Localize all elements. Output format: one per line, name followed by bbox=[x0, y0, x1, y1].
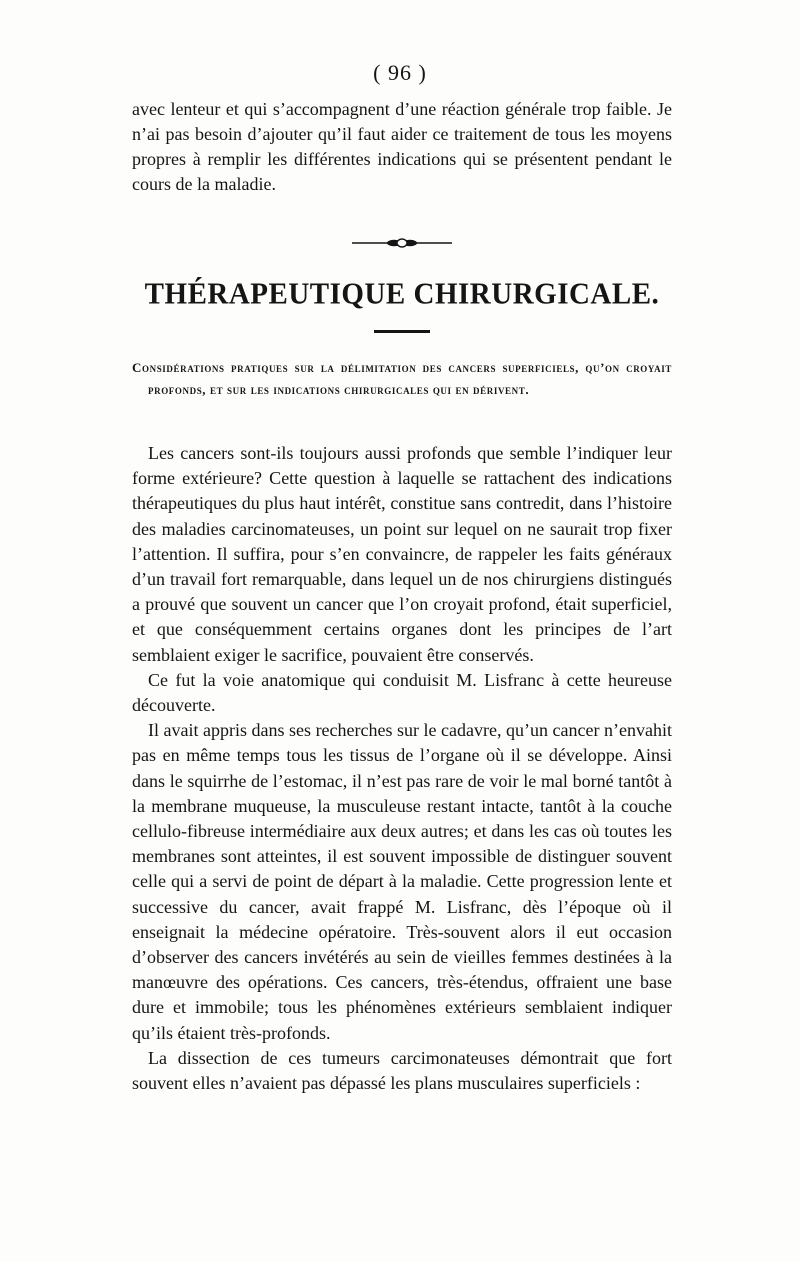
continuation-paragraph bbox=[132, 97, 672, 197]
body-text bbox=[132, 441, 672, 1096]
page-number: ( 96 ) bbox=[373, 60, 427, 85]
body-paragraph: Ce fut la voie anatomique qui conduisit M. Lisfranc à cette heureuse découverte. bbox=[132, 669, 672, 716]
section-title: THÉRAPEUTIQUE CHIRURGICALE. bbox=[144, 277, 660, 311]
ornament-divider-icon bbox=[352, 238, 452, 248]
body-paragraph: Il avait appris dans ses recherches sur le cadavre, qu’un cancer n’envahit pas en même temps tous les tissus de l’organe où il se développe. Ainsi dans le squirrhe de l’estomac, il n’est pas rare de voir le mal borné tantôt à la membrane muqueuse, la musculeuse restant intacte, tantôt à la couche cellulo-fibreuse intermédiaire aux deux autres; et dans les cas où toutes les membranes sont atteintes, il est souvent impossible de distinguer souvent celle qui a servi de point de départ à la maladie. Cette progression lente et successive du cancer, avait frappé M. Lisfranc, dès l’époque où il enseignait la médecine opératoire. Très-souvent alors il eut occasion d’observer des cancers invétérés au sein de vieilles femmes destinées à la manœuvre des opérations. Ces cancers, très-étendus, offraient une base dure et immobile; tous les phénomènes extérieurs semblaient indiquer qu’ils étaient très-profonds. bbox=[132, 720, 672, 1043]
heading-rule bbox=[374, 330, 430, 333]
paragraph-text: avec lenteur et qui s’accompagnent d’une réaction générale trop faible. Je n’ai pas besoin d’ajouter qu’il faut aider ce traitement de tous les moyens propres à remplir les différentes indications qui se présentent pendant le cours de la maladie. bbox=[132, 99, 672, 194]
body-paragraph: La dissection de ces tumeurs carcimonateuses démontrait que fort souvent elles n’avaient pas dépassé les plans musculaires superficiels : bbox=[132, 1047, 672, 1094]
section-subheading: Considérations pratiques sur la délimitation des cancers superficiels, qu’on croyait profonds, et sur les indications chirurgicales qui en dérivent. bbox=[132, 360, 672, 397]
body-paragraph: Les cancers sont-ils toujours aussi profonds que semble l’indiquer leur forme extérieure? Cette question à laquelle se rattachent des indications thérapeutiques du plus haut intérêt, constitue sans contredit, dans l’histoire des maladies carcinomateuses, un point sur lequel on ne saurait trop fixer l’attention. Il suffira, pour s’en convaincre, de rappeler les faits généraux d’un travail fort remarquable, dans lequel un de nos chirurgiens distingués a prouvé que souvent un cancer que l’on croyait profond, était superficiel, et que conséquemment certains organes dont les principes de l’art semblaient exiger le sacrifice, pouvaient être conservés. bbox=[132, 443, 672, 665]
